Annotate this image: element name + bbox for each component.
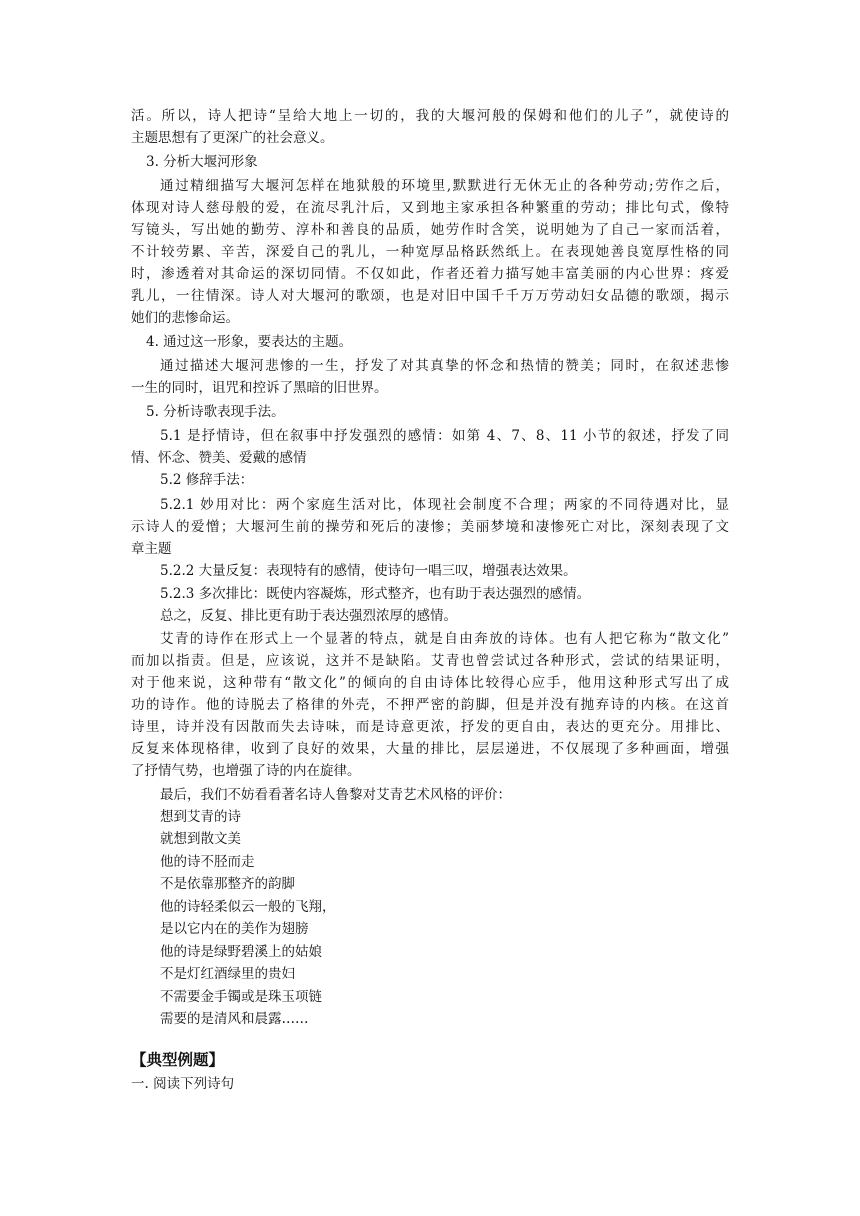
text-line: 主题思想有了更深广的社会意义。 [131,130,334,146]
text-line: 通过精细描写大堰河怎样在地狱般的环境里,默默进行无休无止的各种劳动;劳作之后， [160,178,729,194]
text-line: 示诗人的爱憎；大堰河生前的操劳和死后的凄惨；美丽梦境和凄惨死亡对比，深刻表现了文 [131,519,729,535]
text-line: 5.2.3 多次排比：既使内容凝炼，形式整齐，也有助于表达强烈的感情。 [160,586,591,602]
poem-line: 想到艾青的诗 [160,809,241,825]
text-line: 不计较劳累、辛苦，深爱自己的乳儿，一种宽厚品格跃然纸上。在表现她善良宽厚性格的同 [131,244,729,260]
text-line: 5.2 修辞手法： [160,472,254,488]
text-line: 反复来体现格律，收到了良好的效果，大量的排比，层层递进，不仅展现了多种画面，增强 [131,741,729,757]
section-heading: 【典型例题】 [131,1050,225,1069]
poem-line: 不需要金手镯或是珠玉项链 [160,989,322,1005]
text-line: 活。所以，诗人把诗“呈给大地上一切的，我的大堰河般的保姆和他们的儿子”，就使诗的 [131,108,729,124]
poem-line: 他的诗是绿野碧溪上的姑娘 [160,944,322,960]
text-line: 最后，我们不妨看看著名诗人鲁黎对艾青艺术风格的评价： [160,787,511,803]
text-line: 写镜头，写出她的勤劳、淳朴和善良的品质，她劳作时含笑，说明她为了自己一家而活着， [131,222,729,238]
text-line: 章主题 [131,541,172,557]
text-line: 艾青的诗作在形式上一个显著的特点，就是自由奔放的诗体。也有人把它称为“散文化” [160,631,729,647]
text-line: 5.2.2 大量反复：表现特有的感情，使诗句一唱三叹，增强表达效果。 [160,563,577,579]
text-line: 总之，反复、排比更有助于表达强烈浓厚的感情。 [160,608,457,624]
text-line: 通过描述大堰河悲惨的一生，抒发了对其真挚的怀念和热情的赞美；同时，在叙述悲惨 [160,358,729,374]
subheading: 3. 分析大堰河形象 [146,154,258,170]
text-line: 她们的悲惨命运。 [131,310,239,326]
poem-line: 需要的是清风和晨露…… [160,1011,309,1027]
text-line: 情、怀念、赞美、爱戴的感情 [131,450,307,466]
text-line: 了抒情气势，也增强了诗的内在旋律。 [131,763,361,779]
text-line: 5.2.1 妙用对比：两个家庭生活对比，体现社会制度不合理；两家的不同待遇对比，显 [160,497,729,513]
subheading: 4. 通过这一形象，要表达的主题。 [146,334,353,350]
poem-line: 他的诗轻柔似云一般的飞翔， [160,899,336,915]
text-line: 体现对诗人慈母般的爱，在流尽乳汁后，又到地主家承担各种繁重的劳动；排比句式，像特 [131,200,729,216]
question-intro: 一. 阅读下列诗句 [131,1076,235,1092]
text-line: 乳儿，一往情深。诗人对大堰河的歌颂，也是对旧中国千千万万劳动妇女品德的歌颂，揭示 [131,288,729,304]
poem-line: 不是灯红酒绿里的贵妇 [160,966,295,982]
text-line: 功的诗作。他的诗脱去了格律的外壳，不押严密的韵脚，但是并没有抛弃诗的内核。在这首 [131,697,729,713]
text-line: 对于他来说，这种带有“散文化”的倾向的自由诗体比较得心应手，他用这种形式写出了成 [131,675,729,691]
poem-line: 就想到散文美 [160,831,241,847]
subheading: 5. 分析诗歌表现手法。 [146,404,285,420]
poem-line: 不是依靠那整齐的韵脚 [160,876,295,892]
text-line: 5.1 是抒情诗，但在叙事中抒发强烈的感情：如第 4、7、8、11 小节的叙述，抒发了同 [160,428,729,444]
text-line: 而加以指责。但是，应该说，这并不是缺陷。艾青也曾尝试过各种形式，尝试的结果证明， [131,653,729,669]
text-line: 时，渗透着对其命运的深切同情。不仅如此，作者还着力描写她丰富美丽的内心世界：疼爱 [131,266,729,282]
text-line: 诗里，诗并没有因散而失去诗味，而是诗意更浓，抒发的更自由，表达的更充分。用排比、 [131,719,729,735]
poem-line: 他的诗不胫而走 [160,854,255,870]
poem-line: 是以它内在的美作为翅膀 [160,921,309,937]
text-line: 一生的同时，诅咒和控诉了黑暗的旧世界。 [131,380,388,396]
